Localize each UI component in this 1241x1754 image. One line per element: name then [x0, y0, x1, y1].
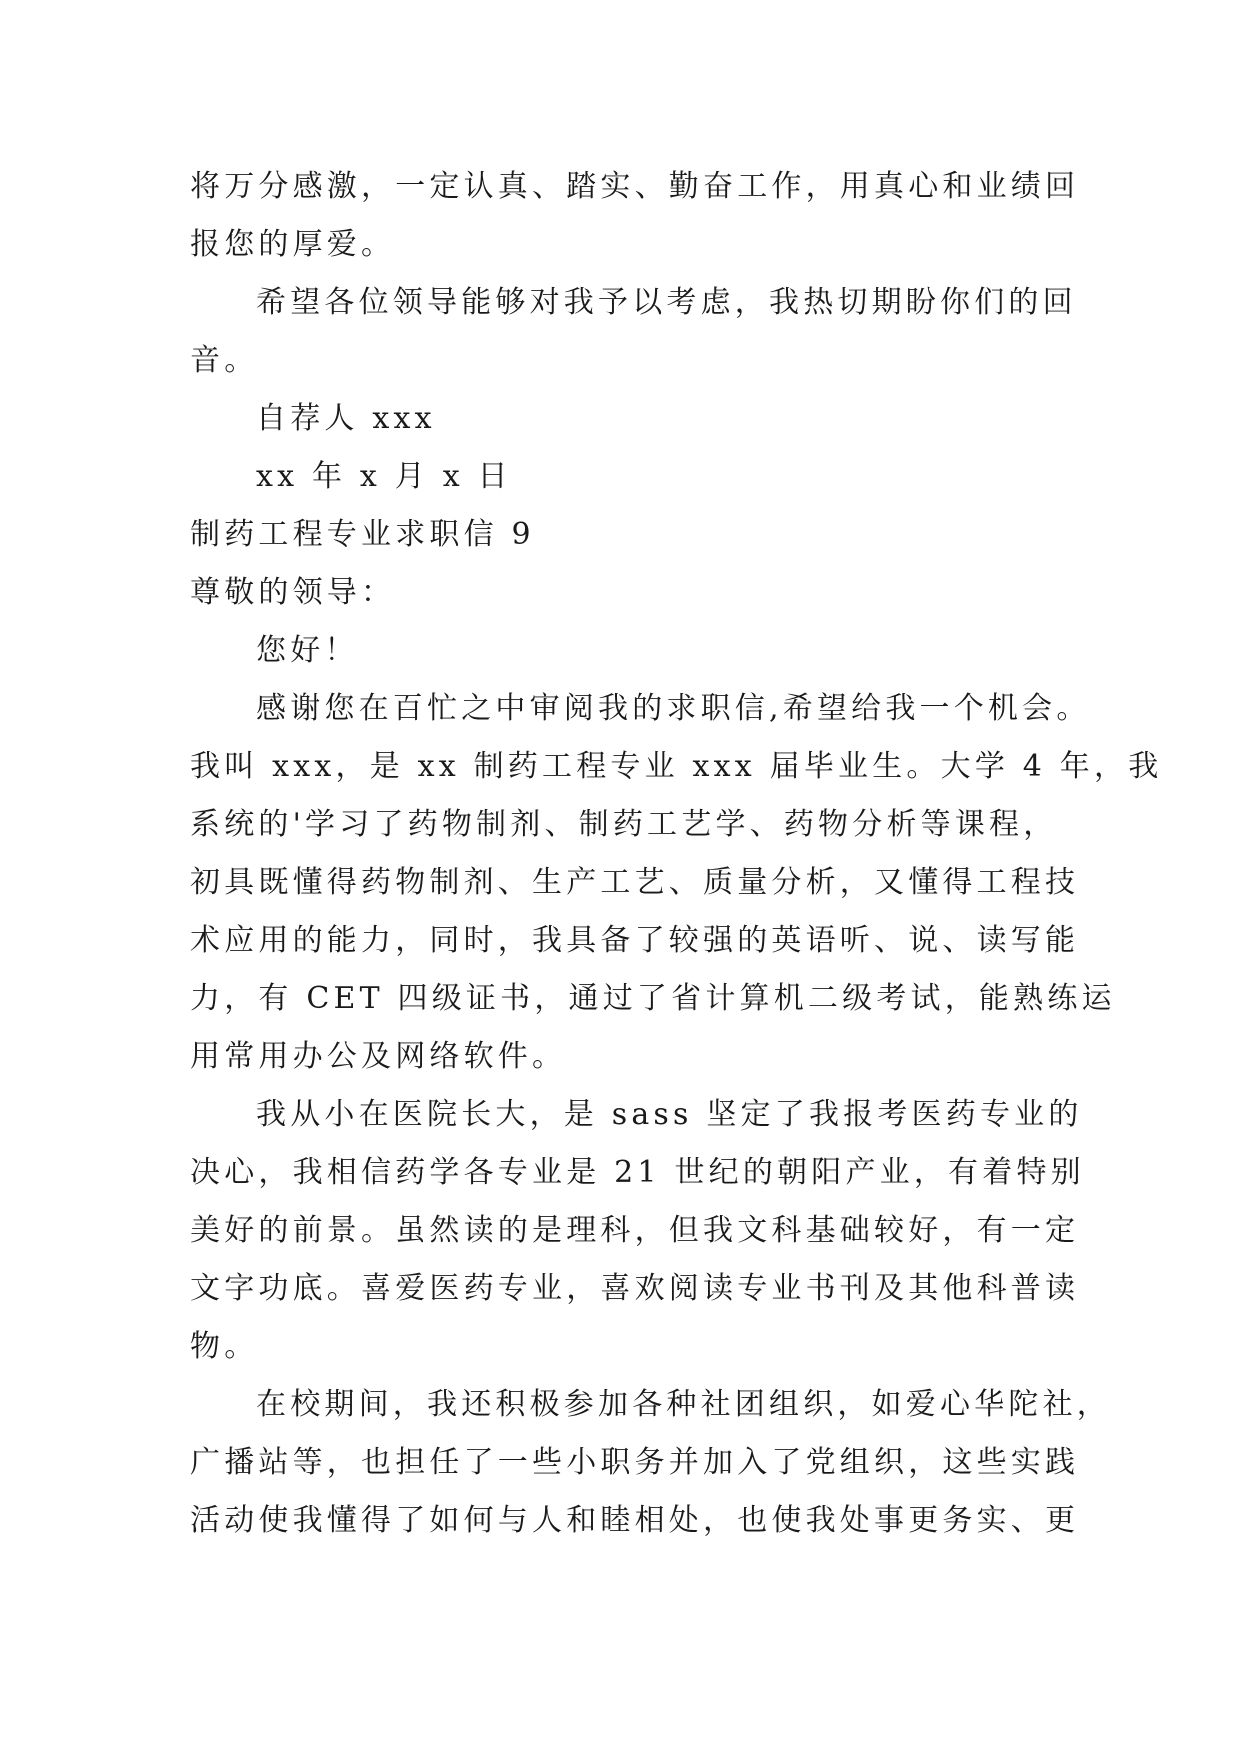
- salutation: 尊敬的领导：: [190, 575, 396, 610]
- paragraph-line: 在校期间，我还积极参加各种社团组织，如爱心华陀社，: [256, 1387, 1111, 1422]
- paragraph-line: 报您的厚爱。: [190, 227, 396, 262]
- paragraph-line: 术应用的能力，同时，我具备了较强的英语听、说、读写能: [190, 923, 1080, 958]
- signature-line: 自荐人 xxx: [256, 401, 436, 436]
- letter-body: [190, 158, 1163, 1550]
- greeting: 您好！: [256, 633, 359, 668]
- paragraph-line: 文字功底。喜爱医药专业，喜欢阅读专业书刊及其他科普读: [190, 1271, 1080, 1306]
- paragraph-line: 音。: [190, 343, 259, 378]
- paragraph-line: 初具既懂得药物制剂、生产工艺、质量分析，又懂得工程技: [190, 865, 1080, 900]
- paragraph-line: 美好的前景。虽然读的是理科，但我文科基础较好，有一定: [190, 1213, 1080, 1248]
- paragraph-line: 我叫 xxx，是 xx 制药工程专业 xxx 届毕业生。大学 4 年，我: [190, 749, 1163, 784]
- paragraph-line: 我从小在医院长大，是 sass 坚定了我报考医药专业的: [256, 1097, 1083, 1132]
- paragraph-line: 感谢您在百忙之中审阅我的求职信,希望给我一个机会。: [256, 691, 1091, 726]
- paragraph-line: 决心，我相信药学各专业是 21 世纪的朝阳产业，有着特别: [190, 1155, 1085, 1190]
- paragraph-line: 活动使我懂得了如何与人和睦相处，也使我处事更务实、更: [190, 1503, 1080, 1538]
- section-title: 制药工程专业求职信 9: [190, 517, 535, 552]
- paragraph-line: 力，有 CET 四级证书，通过了省计算机二级考试，能熟练运: [190, 981, 1116, 1016]
- paragraph-line: 广播站等，也担任了一些小职务并加入了党组织，这些实践: [190, 1445, 1080, 1480]
- paragraph-line: 将万分感激，一定认真、踏实、勤奋工作，用真心和业绩回: [190, 169, 1080, 204]
- paragraph-line: 系统的'学习了药物制剂、制药工艺学、药物分析等课程，: [190, 807, 1058, 842]
- date-line: xx 年 x 月 x 日: [256, 459, 512, 494]
- paragraph-line: 物。: [190, 1329, 259, 1364]
- paragraph-line: 希望各位领导能够对我予以考虑，我热切期盼你们的回: [256, 285, 1077, 320]
- paragraph-line: 用常用办公及网络软件。: [190, 1039, 567, 1074]
